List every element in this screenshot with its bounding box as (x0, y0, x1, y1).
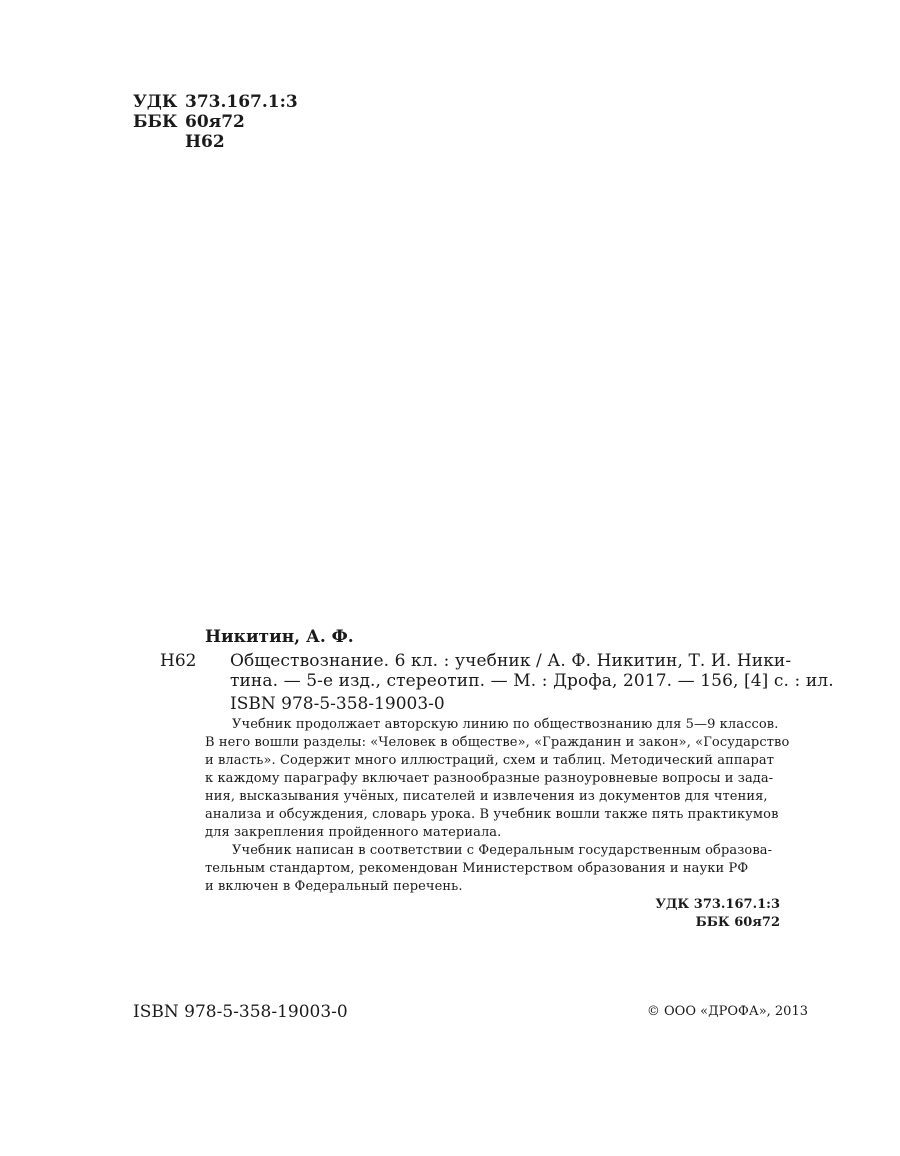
card-description-line-2: тина. — 5-е изд., стереотип. — М. : Дрофа, 2017. — 156, [4] с. : ил. (230, 671, 834, 691)
annotation-line-4: к каждому параграфу включает разнообразные разноуровневые вопросы и зада- (205, 771, 774, 786)
udk-label: УДК (133, 92, 178, 112)
card-author: Никитин, А. Ф. (205, 627, 354, 647)
annotation-line-8: Учебник написан в соответствии с Федеральным государственным образова- (232, 843, 773, 858)
card-bbk-footer: ББК 60я72 (695, 915, 780, 930)
annotation-line-5: ния, высказывания учёных, писателей и извлечения из документов для чтения, (205, 789, 768, 804)
author-mark-top: Н62 (185, 132, 225, 152)
annotation-line-9: тельным стандартом, рекомендован Министерством образования и науки РФ (205, 861, 749, 876)
annotation-line-10: и включен в Федеральный перечень. (205, 879, 463, 894)
annotation-line-2: В него вошли разделы: «Человек в обществе», «Гражданин и закон», «Государство (205, 735, 790, 750)
card-isbn: ISBN 978-5-358-19003-0 (230, 694, 445, 714)
annotation-line-6: анализа и обсуждения, словарь урока. В учебник вошли также пять практикумов (205, 807, 779, 822)
author-mark-row (133, 132, 225, 152)
card-author-mark: Н62 (160, 651, 197, 671)
footer-copyright: © ООО «ДРОФА», 2013 (646, 1004, 808, 1019)
card-description-line-1: Обществознание. 6 кл. : учебник / А. Ф. Никитин, Т. И. Ники- (230, 651, 792, 671)
bbk-value: 60я72 (185, 112, 245, 132)
footer-isbn: ISBN 978-5-358-19003-0 (133, 1002, 348, 1022)
annotation-line-3: и власть». Содержит много иллюстраций, схем и таблиц. Методический аппарат (205, 753, 775, 768)
udk-value: 373.167.1:3 (185, 92, 298, 112)
card-udk-footer: УДК 373.167.1:3 (655, 897, 780, 912)
bbk-row (133, 112, 245, 132)
annotation-line-1: Учебник продолжает авторскую линию по обществознанию для 5—9 классов. (232, 717, 779, 732)
udk-row (133, 92, 298, 112)
bbk-label: ББК (133, 112, 178, 132)
annotation-line-7: для закрепления пройденного материала. (205, 825, 502, 840)
